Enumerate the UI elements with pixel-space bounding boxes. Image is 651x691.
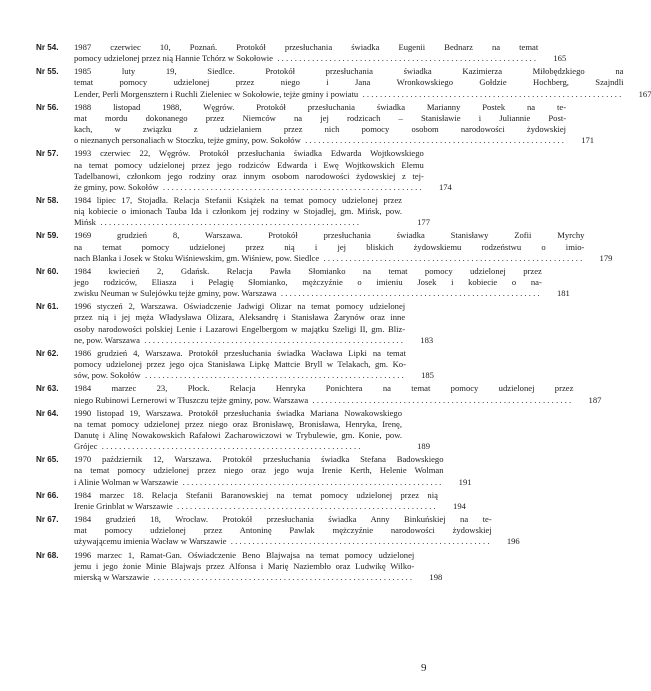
entry-text-line	[74, 312, 405, 323]
dot-leader: ............................................................	[95, 217, 362, 228]
entry-description	[74, 454, 472, 487]
entry-text-line	[74, 419, 402, 430]
entry-description	[74, 102, 594, 146]
entry-text-line	[74, 441, 402, 452]
entry-text-line	[74, 454, 444, 465]
entry-text-line	[74, 206, 402, 217]
entry-page-ref: 196	[506, 536, 520, 547]
entry-text: o nieznanych personaliach w Stoczku, tejże gminy, pow. Sokołów	[74, 135, 301, 146]
entry-text-line	[74, 561, 414, 572]
entry-text: na temat pomocy udzielonej przez niego oraz jego wuja Irenie Kerth, Helenie Wolman	[74, 465, 444, 476]
entry-page-ref: 198	[429, 571, 443, 582]
toc-entry	[36, 148, 452, 192]
entry-description	[74, 348, 434, 381]
entry-text: 1996 styczeń 2, Warszawa. Oświadczenie Jadwigi Olizar na temat pomocy udzielonej	[74, 301, 406, 312]
entry-text-line	[74, 113, 566, 124]
entry-description	[74, 301, 433, 345]
dot-leader: ............................................................	[158, 181, 424, 192]
entry-text-line	[74, 124, 566, 135]
entry-text: 1993 czerwiec 22, Węgrów. Protokół przesłuchania świadka Edwarda Wojtkowskiego	[74, 148, 424, 159]
entry-text-line	[74, 430, 402, 441]
entry-text-line	[74, 324, 405, 335]
entry-text: pomocy udzielonej przez jego ojca Stanisława Lipkę Mattcie Bryll w Telakach, gm. Ko-	[74, 359, 406, 370]
entry-text-line	[74, 171, 424, 182]
entry-page-ref: 167	[638, 88, 651, 99]
entry-text-line	[74, 253, 584, 264]
entry-text: Lender, Perli Morgensztern i Ruchli Zieleniec w Sokołowie, tejże gminy i powiatu	[74, 88, 359, 99]
dot-leader: ............................................................	[139, 334, 406, 345]
toc-entry	[36, 408, 430, 452]
entry-number: Nr 58.	[36, 195, 59, 205]
entry-description	[74, 230, 612, 263]
entry-page-ref: 185	[421, 370, 434, 381]
entry-text: sów, pow. Sokołów	[74, 370, 141, 381]
entry-text: 1984 kwiecień 2, Gdańsk. Relacja Pawła Słomianko na temat pomocy udzielonej przez	[74, 265, 542, 276]
entry-text-line	[74, 77, 623, 88]
entry-text-line	[74, 242, 584, 253]
entry-text: 1984 lipiec 17, Stojadła. Relacja Stefanii Książek na temat pomocy udzielonej przez	[74, 194, 402, 205]
entry-text-line	[74, 477, 444, 488]
entry-text: 1990 listopad 19, Warszawa. Protokół przesłuchania świadka Mariana Nowakowskiego	[74, 407, 402, 418]
entry-text: używającemu imienia Wacław w Warszawie	[74, 536, 227, 547]
entry-text: Danutę i Alinę Nowakowskich Rafałowi Zacharowiczowi w Trybulewie, gm. Konie, pow.	[74, 429, 402, 440]
entry-text-line	[74, 395, 573, 406]
entry-page-ref: 183	[420, 334, 434, 345]
entry-text-line	[74, 572, 414, 583]
dot-leader: ............................................................	[276, 288, 542, 299]
entry-text-line	[74, 160, 424, 171]
entry-text-line	[74, 335, 405, 346]
entry-text: kach, w związku z udzielaniem przez nich pomocy osobom narodowości żydowskiej	[74, 124, 567, 135]
entry-number: Nr 64.	[36, 408, 59, 418]
dot-leader: ............................................................	[178, 476, 444, 487]
dot-leader: ............................................................	[172, 500, 438, 511]
toc-entry	[36, 489, 466, 512]
entry-text: nach Blanka i Josek w Stoku Wiśniewskim, gm. Wiśniew, pow. Siedlce	[74, 252, 320, 263]
entry-text-line	[74, 53, 538, 64]
entry-text-line	[74, 359, 406, 370]
toc-entry	[36, 101, 595, 146]
entry-text: że gminy, pow. Sokołów	[74, 181, 159, 192]
entry-number: Nr 65.	[36, 455, 59, 465]
entry-page-ref: 194	[453, 500, 466, 511]
dot-leader: ............................................................	[272, 53, 539, 64]
entry-text: 1996 marzec 1, Ramat-Gan. Oświadczenie Beno Blajwajsa na temat pomocy udzielonej	[74, 549, 415, 560]
entry-page-ref: 179	[599, 252, 613, 263]
entry-text-line	[74, 465, 444, 476]
dot-leader: ............................................................	[97, 441, 363, 452]
entry-text-line	[74, 550, 414, 561]
entry-number: Nr 54.	[36, 43, 59, 52]
entry-text-line	[74, 182, 424, 193]
entry-text: 1984 grudzień 18, Wrocław. Protokół przesłuchania świadka Anny Binkuńskiej na te-	[74, 514, 492, 525]
dot-leader: ............................................................	[358, 88, 624, 99]
entry-text-line	[74, 288, 542, 299]
entry-text-line	[74, 89, 623, 100]
entry-number: Nr 61.	[36, 302, 59, 312]
entry-text-line	[74, 277, 542, 288]
entry-number: Nr 59.	[36, 231, 59, 241]
toc-entry	[36, 265, 570, 299]
table-of-contents	[36, 42, 651, 585]
entry-description	[74, 550, 442, 583]
dot-leader: ............................................................	[319, 252, 585, 263]
entry-page-ref: 181	[556, 288, 570, 299]
entry-number: Nr 62.	[36, 348, 59, 358]
entry-number: Nr 60.	[36, 266, 59, 276]
entry-text: 1984 marzec 18. Relacja Stefanii Baranowskiej na temat pomocy udzielonej przez nią	[74, 489, 438, 500]
entry-text-line	[74, 408, 402, 419]
entry-text: 1988 listopad 1988, Węgrów. Protokół przesłuchania świadka Marianny Postek na te-	[74, 101, 567, 112]
entry-number: Nr 63.	[36, 384, 59, 394]
entry-text: jemu i jego żonie Minie Blajwajs przez Alfonsa i Marię Naziembło oraz Ludwikę Wilko-	[74, 560, 415, 571]
entry-text-line	[74, 66, 623, 77]
entry-page-ref: 191	[458, 476, 472, 487]
entry-text-line	[74, 514, 492, 525]
toc-entry	[36, 383, 602, 405]
entry-text: Grójec	[74, 441, 98, 452]
entry-text-line	[74, 301, 405, 312]
entry-number: Nr 68.	[36, 550, 59, 560]
entry-text: 1987 czerwiec 10, Poznań. Protokół przesłuchania świadka Eugenii Bednarz na temat	[74, 42, 539, 52]
dot-leader: ............................................................	[300, 135, 567, 146]
entry-text-line	[74, 42, 538, 53]
entry-description	[74, 195, 430, 228]
toc-entry	[36, 42, 567, 64]
entry-text: mat mordu dokonanego przez Niemców na jej rodzicach – Stanisławie i Juliannie Post-	[74, 112, 567, 123]
toc-entry	[36, 195, 430, 228]
entry-text: 1984 marzec 23, Płock. Relacja Henryka Ponichtera na temat pomocy udzielonej przez	[74, 383, 574, 394]
entry-text-line	[74, 383, 573, 394]
entry-text-line	[74, 370, 406, 381]
entry-description	[74, 66, 651, 99]
entry-text: na temat pomocy udzielonej przez niego oraz Bronisławę, Bronisława, Henryka, Irenę,	[74, 418, 402, 429]
entry-page-ref: 171	[581, 135, 595, 146]
entry-text-line	[74, 525, 492, 536]
entry-number: Nr 67.	[36, 515, 59, 525]
entry-text: przez nią i jej męża Władysława Olizara, Aleksandrę i Stanisława Żarynów oraz inne	[74, 312, 406, 323]
entry-text-line	[74, 195, 402, 206]
entry-text: osoby narodowości polskiej Lenie i Lazarowi Engelbergom w majątku Szeligi II, gm. Bliz-	[74, 323, 406, 334]
entry-text: Mińsk	[74, 217, 96, 228]
entry-description	[74, 514, 520, 547]
toc-entry	[36, 514, 520, 547]
entry-text: temat pomocy udzielonej przez niego i Jana Wronkowskiego Gołdzie Hochberg, Szajndli	[74, 77, 624, 88]
entry-text: 1985 luty 19, Siedlce. Protokół przesłuchania świadka Kazimierza Miłobędzkiego na	[74, 66, 624, 77]
dot-leader: ............................................................	[140, 370, 406, 381]
entry-description	[74, 42, 566, 64]
entry-description	[74, 148, 452, 192]
entry-text: na temat pomocy udzielonej przez jego rodziców Edwarda i Ewę Wojtkowskich Elemu	[74, 159, 424, 170]
entry-description	[74, 408, 430, 452]
entry-text-line	[74, 217, 402, 228]
page-number: 9	[421, 662, 427, 674]
entry-description	[74, 383, 601, 405]
entry-text: mat pomocy udzielonej przez Antoninę Pawlak mężczyźnie narodowości żydowskiej	[74, 525, 492, 536]
entry-text-line	[74, 148, 424, 159]
entry-text: ne, pow. Warszawa	[74, 334, 140, 345]
entry-text-line	[74, 266, 542, 277]
dot-leader: ............................................................	[308, 394, 574, 405]
entry-text-line	[74, 230, 584, 241]
entry-text: Irenie Grinblat w Warszawie	[74, 500, 173, 511]
entry-text: pomocy udzielonej przez nią Hannie Tchórz w Sokołowie	[74, 53, 273, 64]
entry-description	[74, 490, 466, 512]
toc-entry	[36, 301, 434, 345]
toc-entry	[36, 347, 434, 381]
entry-text: niego Rubinowi Lernerowi w Tłuszczu tejże gminy, pow. Warszawa	[74, 394, 309, 405]
entry-text: 1986 grudzień 4, Warszawa. Protokół przesłuchania świadka Wacława Lipki na temat	[74, 347, 406, 358]
entry-text-line	[74, 501, 438, 512]
toc-entry	[36, 230, 613, 263]
toc-entry	[36, 549, 443, 583]
toc-entry	[36, 454, 472, 487]
entry-text: Tadelbanowi, członkom jego rodziny oraz innym osobom narodowości żydowskiej z tej-	[74, 170, 424, 181]
entry-number: Nr 56.	[36, 102, 59, 112]
entry-text: na temat pomocy udzielonej przez nią i jej bliskich żydowskiemu rodzeństwu o imio-	[74, 241, 585, 252]
entry-text: jego rodziców, Eliasza i Pelagię Słomianko, mężczyźnie o imieniu Josek i kobiecie o na-	[74, 277, 542, 287]
entry-page-ref: 187	[588, 394, 602, 405]
entry-text: nią kobiecie o imionach Tauba Ida i członkom jej rodziny w Stojadłej, gm. Mińsk, pow.	[74, 206, 402, 217]
entry-text-line	[74, 490, 438, 501]
entry-page-ref: 177	[417, 217, 430, 228]
entry-number: Nr 55.	[36, 67, 59, 77]
dot-leader: ............................................................	[149, 571, 415, 582]
entry-text: mierską w Warszawie	[74, 571, 150, 582]
entry-number: Nr 57.	[36, 149, 59, 159]
entry-text-line	[74, 102, 566, 113]
entry-text: zwisku Neuman w Sulejówku tejże gminy, pow. Warszawa	[74, 288, 277, 299]
entry-text-line	[74, 536, 492, 547]
entry-page-ref: 189	[417, 441, 430, 452]
toc-entry	[36, 66, 651, 99]
entry-text: i Alinie Wolman w Warszawie	[74, 476, 179, 487]
entry-text: 1969 grudzień 8, Warszawa. Protokół przesłuchania świadka Stanisławy Zofii Myrchy	[74, 230, 585, 241]
entry-number: Nr 66.	[36, 490, 59, 500]
entry-text-line	[74, 348, 406, 359]
entry-page-ref: 165	[553, 53, 567, 64]
entry-text-line	[74, 135, 566, 146]
entry-page-ref: 174	[438, 181, 452, 192]
entry-description	[74, 266, 570, 299]
entry-text: 1970 październik 12, Warszawa. Protokół przesłuchania świadka Stefana Badowskiego	[74, 454, 444, 465]
dot-leader: ............................................................	[226, 536, 492, 547]
